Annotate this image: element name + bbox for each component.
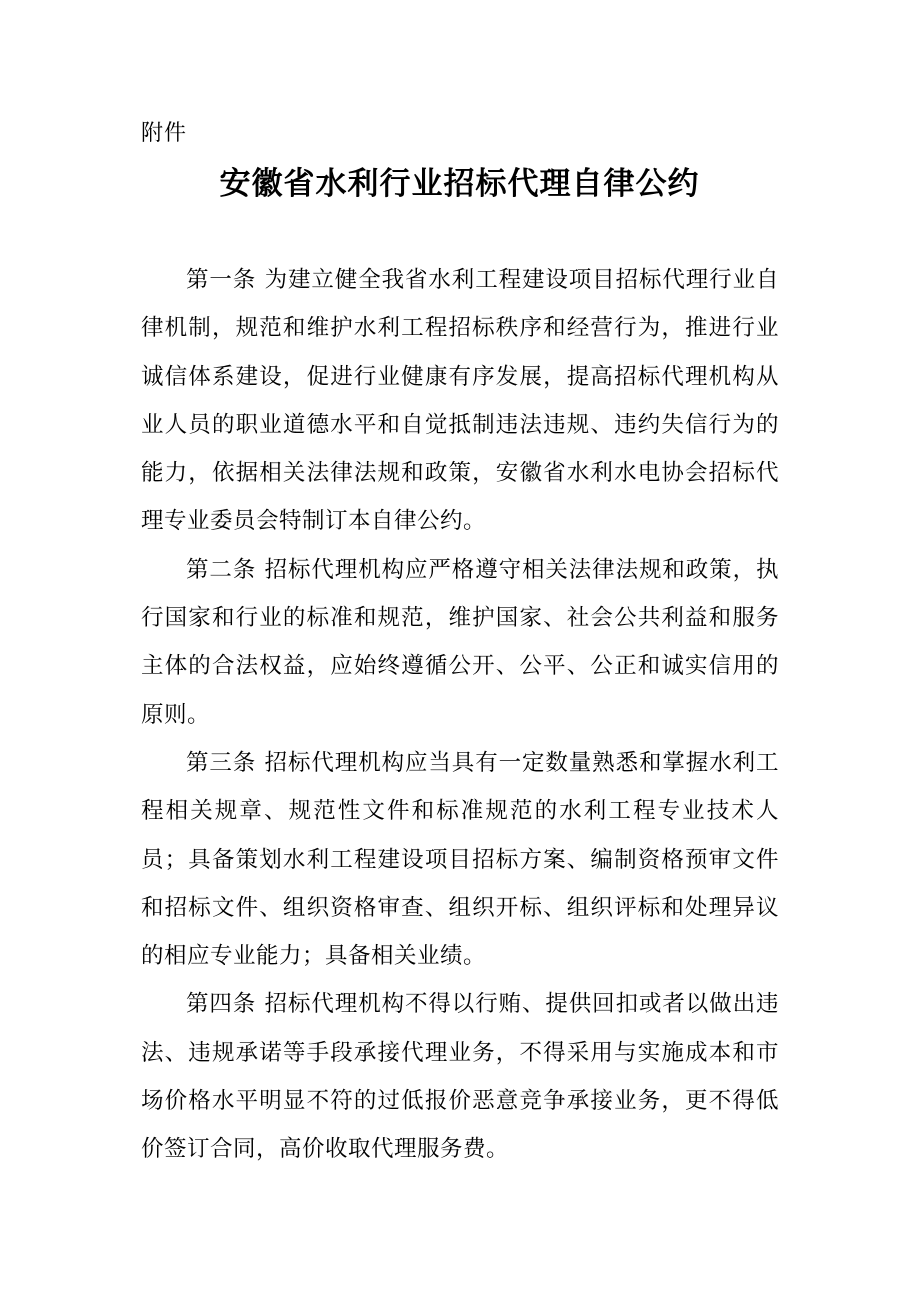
article-heading: 第四条 bbox=[186, 991, 257, 1018]
article-text: 为建立健全我省水利工程建设项目招标代理行业自律机制，规范和维护水利工程招标秩序和经营行为，推进行业诚信体系建设，促进行业健康有序发展，提高招标代理机构从业人员的职业道德水平和自觉抵制违法违规、违约失信行为的能力，依据相关法律法规和政策，安徽省水利水电协会招标代理专业委员会特制订本自律公约。 bbox=[141, 267, 779, 535]
article-text: 招标代理机构应严格遵守相关法律法规和政策，执行国家和行业的标准和规范，维护国家、社会公共利益和服务主体的合法权益，应始终遵循公开、公平、公正和诚实信用的原则。 bbox=[141, 556, 779, 728]
article-4 bbox=[141, 980, 779, 1173]
document-body bbox=[141, 256, 779, 1174]
article-2 bbox=[141, 546, 779, 739]
article-heading: 第二条 bbox=[186, 556, 257, 583]
article-text: 招标代理机构应当具有一定数量熟悉和掌握水利工程相关规章、规范性文件和标准规范的水利工程专业技术人员；具备策划水利工程建设项目招标方案、编制资格预审文件和招标文件、组织资格审查、组织开标、组织评标和处理异议的相应专业能力；具备相关业绩。 bbox=[141, 749, 779, 970]
article-heading: 第三条 bbox=[186, 749, 257, 776]
article-heading: 第一条 bbox=[186, 267, 257, 293]
article-1 bbox=[141, 256, 779, 546]
attachment-label: 附件 bbox=[141, 121, 188, 146]
article-3 bbox=[141, 739, 779, 980]
article-text: 招标代理机构不得以行贿、提供回扣或者以做出违法、违规承诺等手段承接代理业务，不得采用与实施成本和市场价格水平明显不符的过低报价恶意竞争承接业务，更不得低价签订合同，高价收取代理服务费。 bbox=[141, 991, 779, 1163]
document-title: 安徽省水利行业招标代理自律公约 bbox=[219, 166, 700, 202]
